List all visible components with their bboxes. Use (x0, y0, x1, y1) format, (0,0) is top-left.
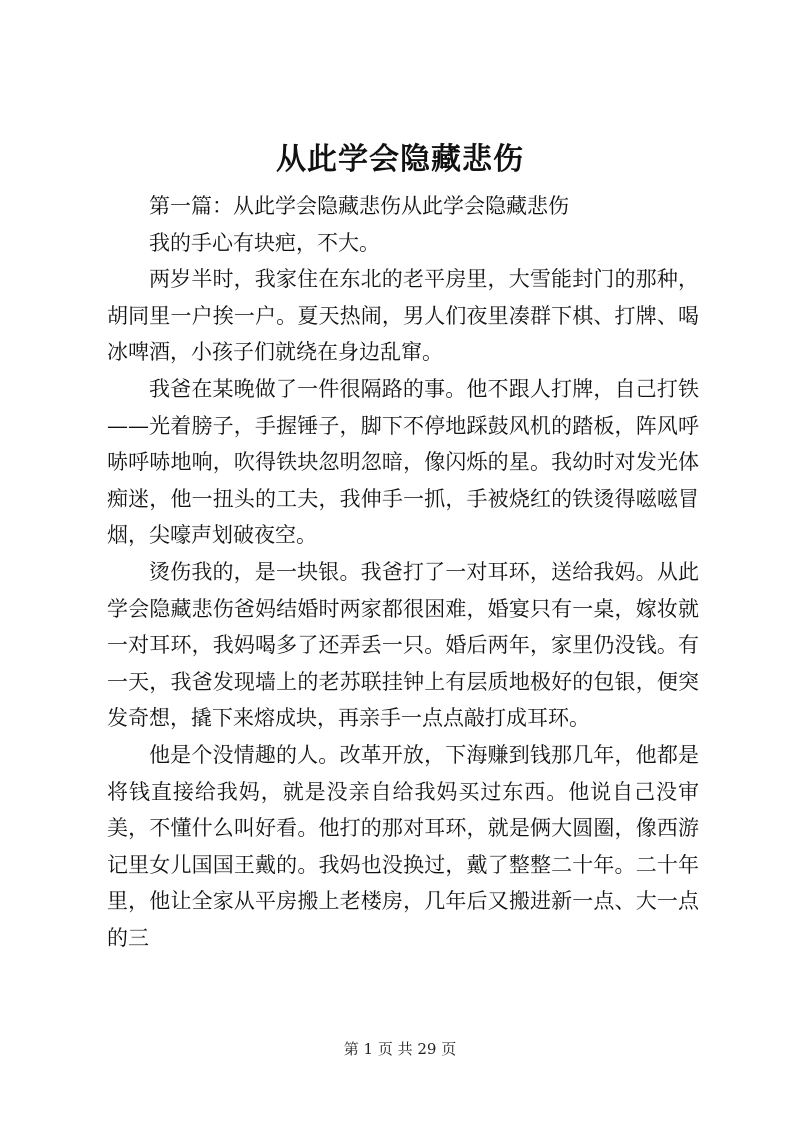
paragraph: 烫伤我的，是一块银。我爸打了一对耳环，送给我妈。从此学会隐藏悲伤爸妈结婚时两家都很困难，婚宴只有一桌，嫁妆就一对耳环，我妈喝多了还弄丢一只。婚后两年，家里仍没钱。有一天，我爸发现墙上的老苏联挂钟上有层质地极好的包银，便突发奇想，撬下来熔成块，再亲手一点点敲打成耳环。 (107, 559, 699, 731)
paragraph: 我爸在某晚做了一件很隔路的事。他不跟人打牌，自己打铁——光着膀子，手握锤子，脚下不停地踩鼓风机的踏板，阵风呼哧呼哧地响，吹得铁块忽明忽暗，像闪烁的星。我幼时对发光体痴迷，他一扭头的工夫，我伸手一抓，手被烧红的铁烫得嗞嗞冒烟，尖嚎声划破夜空。 (107, 376, 699, 548)
document-title: 从此学会隐藏悲伤 (276, 142, 524, 177)
page-number-footer: 第 1 页 共 29 页 (343, 1040, 457, 1058)
paragraph-heading: 第一篇：从此学会隐藏悲伤从此学会隐藏悲伤 (149, 194, 569, 218)
paragraph: 他是个没情趣的人。改革开放，下海赚到钱那几年，他都是将钱直接给我妈，就是没亲自给我妈买过东西。他说自己没审美，不懂什么叫好看。他打的那对耳环，就是俩大圆圈，像西游记里女儿国国王戴的。我妈也没换过，戴了整整二十年。二十年里，他让全家从平房搬上老楼房，几年后又搬进新一点、大一点的三 (107, 742, 699, 950)
paragraph: 两岁半时，我家住在东北的老平房里，大雪能封门的那种，胡同里一户挨一户。夏天热闹，男人们夜里凑群下棋、打牌、喝冰啤酒，小孩子们就绕在身边乱窜。 (107, 267, 699, 365)
paragraph: 我的手心有块疤，不大。 (149, 230, 380, 255)
document-body (107, 188, 699, 956)
